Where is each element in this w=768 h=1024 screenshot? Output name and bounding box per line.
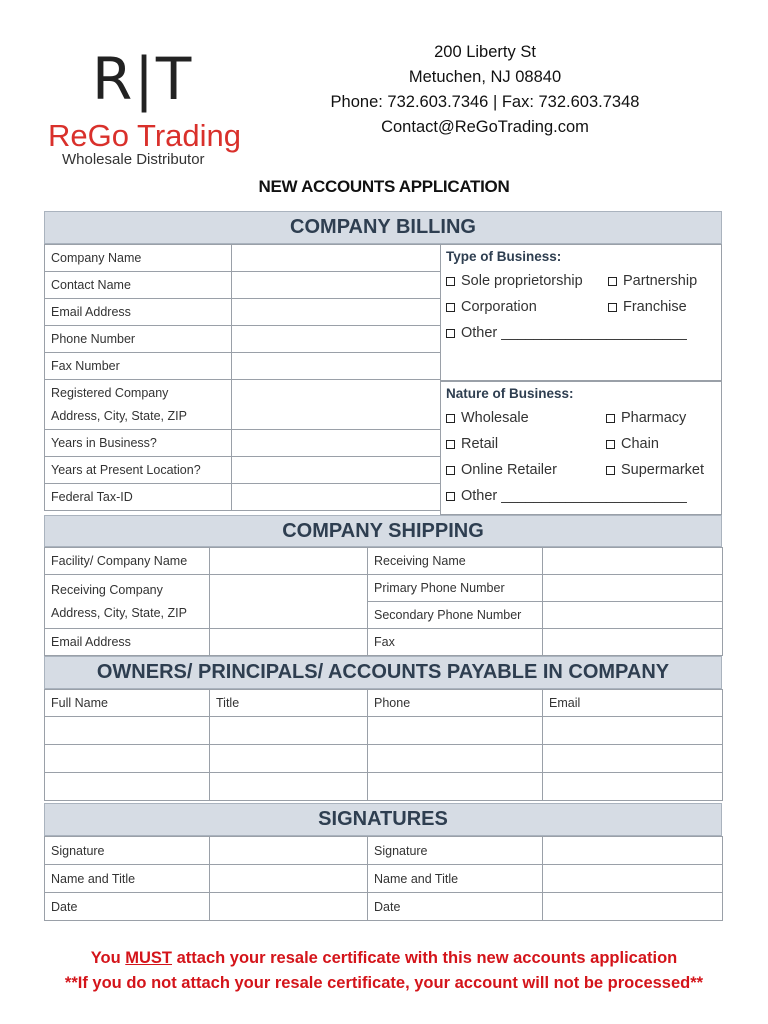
phone-number-field[interactable] xyxy=(232,326,441,353)
fax-number-field[interactable] xyxy=(232,353,441,380)
owner-email-field[interactable] xyxy=(543,773,723,801)
label-date-1: Date xyxy=(45,893,210,921)
option-wholesale[interactable] xyxy=(446,410,606,426)
company-name-field[interactable] xyxy=(232,245,441,272)
label-receiving-name: Receiving Name xyxy=(368,548,543,575)
address-line-1: 200 Liberty St xyxy=(434,43,536,61)
owner-name-field[interactable] xyxy=(45,773,210,801)
label-years-at-location: Years at Present Location? xyxy=(45,457,232,484)
checkbox-icon[interactable] xyxy=(446,466,455,475)
shipping-fax-field[interactable] xyxy=(543,629,723,656)
retail-label: Retail xyxy=(461,436,499,452)
label-registered-address xyxy=(45,380,232,430)
type-of-business-title: Type of Business: xyxy=(446,249,562,264)
checkbox-icon[interactable] xyxy=(606,466,615,475)
table-row xyxy=(45,717,723,745)
other-type-label: Other _______________________ xyxy=(461,325,687,341)
shipping-heading: COMPANY SHIPPING xyxy=(44,515,722,547)
date-field-1[interactable] xyxy=(210,893,368,921)
owner-phone-field[interactable] xyxy=(368,745,543,773)
owners-table xyxy=(44,689,723,801)
option-sole-proprietorship[interactable] xyxy=(446,273,608,289)
owner-phone-field[interactable] xyxy=(368,717,543,745)
logo-tagline: Wholesale Distributor xyxy=(62,151,205,168)
checkbox-icon[interactable] xyxy=(608,303,617,312)
label-fax-number: Fax Number xyxy=(45,353,232,380)
online-retailer-label: Online Retailer xyxy=(461,462,557,478)
checkbox-icon[interactable] xyxy=(606,414,615,423)
checkbox-icon[interactable] xyxy=(446,440,455,449)
receiving-name-field[interactable] xyxy=(543,548,723,575)
owner-email-field[interactable] xyxy=(543,745,723,773)
notice-must: MUST xyxy=(125,949,173,967)
contact-name-field[interactable] xyxy=(232,272,441,299)
signature-field-1[interactable] xyxy=(210,837,368,865)
option-supermarket[interactable] xyxy=(606,462,704,478)
option-corporation[interactable] xyxy=(446,299,608,315)
col-title: Title xyxy=(210,690,368,717)
years-in-business-field[interactable] xyxy=(232,430,441,457)
supermarket-label: Supermarket xyxy=(621,462,705,478)
label-email-address: Email Address xyxy=(45,299,232,326)
checkbox-icon[interactable] xyxy=(446,414,455,423)
notice-line-1 xyxy=(0,949,768,968)
franchise-label: Franchise xyxy=(623,299,687,315)
label-name-title-1: Name and Title xyxy=(45,865,210,893)
registered-address-field[interactable] xyxy=(232,380,441,430)
owner-name-field[interactable] xyxy=(45,745,210,773)
label-receiving-address-1: Receiving Company xyxy=(51,582,163,597)
label-contact-name: Contact Name xyxy=(45,272,232,299)
logo-name: ReGo Trading xyxy=(48,118,241,153)
col-email: Email xyxy=(543,690,723,717)
label-registered-address-2: Address, City, State, ZIP xyxy=(51,408,187,423)
receiving-address-field[interactable] xyxy=(210,575,368,629)
chain-label: Chain xyxy=(621,436,659,452)
option-other-nature[interactable] xyxy=(446,488,687,504)
table-row xyxy=(45,773,723,801)
corporation-label: Corporation xyxy=(461,299,537,315)
notice-part-2: attach your resale certificate with this new accounts application xyxy=(172,949,678,967)
label-receiving-address-2: Address, City, State, ZIP xyxy=(51,605,187,620)
table-row xyxy=(45,745,723,773)
owner-title-field[interactable] xyxy=(210,773,368,801)
checkbox-icon[interactable] xyxy=(446,329,455,338)
sole-label: Sole proprietorship xyxy=(461,273,583,289)
option-chain[interactable] xyxy=(606,436,659,452)
owner-title-field[interactable] xyxy=(210,717,368,745)
wholesale-label: Wholesale xyxy=(461,410,529,426)
name-title-field-2[interactable] xyxy=(543,865,723,893)
notice-line-2: **If you do not attach your resale certificate, your account will not be processed** xyxy=(64,974,704,992)
label-signature-2: Signature xyxy=(368,837,543,865)
checkbox-icon[interactable] xyxy=(446,303,455,312)
checkbox-icon[interactable] xyxy=(446,277,455,286)
col-full-name: Full Name xyxy=(45,690,210,717)
date-field-2[interactable] xyxy=(543,893,723,921)
checkbox-icon[interactable] xyxy=(606,440,615,449)
pharmacy-label: Pharmacy xyxy=(621,410,687,426)
other-nature-label: Other _______________________ xyxy=(461,488,687,504)
option-partnership[interactable] xyxy=(608,273,697,289)
option-online-retailer[interactable] xyxy=(446,462,606,478)
label-registered-address-1: Registered Company xyxy=(51,385,169,400)
owners-heading: OWNERS/ PRINCIPALS/ ACCOUNTS PAYABLE IN COMPANY xyxy=(44,656,722,689)
shipping-table xyxy=(44,547,723,656)
nature-of-business-box xyxy=(440,381,722,515)
label-date-2: Date xyxy=(368,893,543,921)
signatures-table xyxy=(44,836,723,921)
label-company-name: Company Name xyxy=(45,245,232,272)
type-of-business-box xyxy=(440,244,722,381)
years-at-location-field[interactable] xyxy=(232,457,441,484)
contact-email[interactable]: Contact@ReGoTrading.com xyxy=(381,118,589,136)
billing-heading: COMPANY BILLING xyxy=(44,211,722,244)
shipping-email-field[interactable] xyxy=(210,629,368,656)
label-shipping-fax: Fax xyxy=(368,629,543,656)
owner-name-field[interactable] xyxy=(45,717,210,745)
notice-part-1: You xyxy=(90,949,126,967)
signature-field-2[interactable] xyxy=(543,837,723,865)
label-phone-number: Phone Number xyxy=(45,326,232,353)
address-line-2: Metuchen, NJ 08840 xyxy=(408,68,562,86)
col-phone: Phone xyxy=(368,690,543,717)
secondary-phone-field[interactable] xyxy=(543,602,723,629)
label-secondary-phone: Secondary Phone Number xyxy=(368,602,543,629)
option-other-type[interactable] xyxy=(446,325,687,341)
option-franchise[interactable] xyxy=(608,299,687,315)
owner-phone-field[interactable] xyxy=(368,773,543,801)
signatures-heading: SIGNATURES xyxy=(44,803,722,836)
label-facility-name: Facility/ Company Name xyxy=(45,548,210,575)
label-name-title-2: Name and Title xyxy=(368,865,543,893)
document-title: NEW ACCOUNTS APPLICATION xyxy=(258,177,510,196)
label-shipping-email: Email Address xyxy=(45,629,210,656)
nature-of-business-title: Nature of Business: xyxy=(446,386,574,401)
label-receiving-address xyxy=(45,575,210,629)
label-signature-1: Signature xyxy=(45,837,210,865)
checkbox-icon[interactable] xyxy=(446,492,455,501)
label-federal-tax-id: Federal Tax-ID xyxy=(45,484,232,511)
facility-name-field[interactable] xyxy=(210,548,368,575)
partnership-label: Partnership xyxy=(623,273,698,289)
billing-table xyxy=(44,244,441,511)
option-pharmacy[interactable] xyxy=(606,410,686,426)
phone-fax: Phone: 732.603.7346 | Fax: 732.603.7348 xyxy=(330,93,640,111)
owner-title-field[interactable] xyxy=(210,745,368,773)
email-address-field[interactable] xyxy=(232,299,441,326)
primary-phone-field[interactable] xyxy=(543,575,723,602)
label-primary-phone: Primary Phone Number xyxy=(368,575,543,602)
label-years-in-business: Years in Business? xyxy=(45,430,232,457)
option-retail[interactable] xyxy=(446,436,606,452)
checkbox-icon[interactable] xyxy=(608,277,617,286)
owner-email-field[interactable] xyxy=(543,717,723,745)
federal-tax-id-field[interactable] xyxy=(232,484,441,511)
logo-mark: R|T xyxy=(92,45,194,113)
name-title-field-1[interactable] xyxy=(210,865,368,893)
